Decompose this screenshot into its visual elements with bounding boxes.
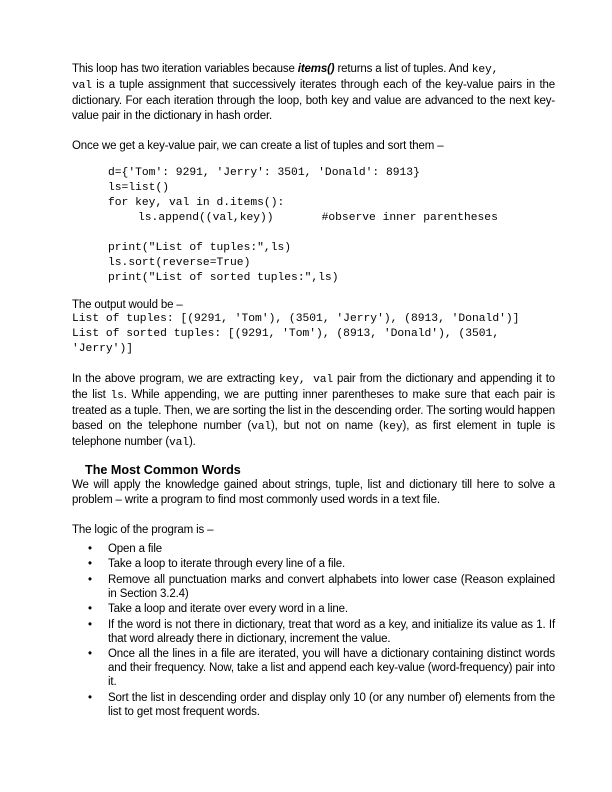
paragraph-create-list: Once we get a key-value pair, we can create a list of tuples and sort them – (72, 139, 444, 152)
code-line (108, 211, 555, 226)
list-item-text: Take a loop and iterate over every word in a line. (108, 603, 348, 616)
list-item-text: Take a loop to iterate through every line of a file. (108, 558, 346, 571)
output-line: List of tuples: [(9291, 'Tom'), (3501, 'Jerry'), (8913, 'Donald')] (72, 313, 520, 326)
list-item (72, 647, 555, 689)
code-line: print("List of tuples:",ls) (108, 241, 292, 254)
bullet-icon: • (88, 558, 92, 571)
bullet-icon: • (88, 573, 92, 586)
list-item-text: Open a file (108, 542, 162, 555)
bullet-icon: • (88, 691, 92, 704)
text: ), but not on name ( (270, 420, 383, 433)
list-item (72, 618, 555, 646)
code-val: val (251, 421, 271, 434)
code-line: for key, val in d.items(): (108, 196, 285, 209)
text: returns a list of tuples. And (334, 63, 472, 75)
section-intro: We will apply the knowledge gained about strings, tuple, list and dictionary till here to solve a problem – write a program to find most commonly used words in a text file. (72, 478, 555, 506)
text: is a tuple assignment that successively iterates through each of the key-value pairs in the dictionary. For each iteration through the loop, both key and value are advanced to the next key-value pair in the dictionary in hash order. (72, 78, 555, 122)
list-item-text: Once all the lines in a file are iterated, you will have a dictionary containing distinct words and their frequency. Now, take a list and append each key-value (word-frequency) pair into it. (108, 648, 555, 689)
list-item-text: If the word is not there in dictionary, treat that word as a key, and initialize its value as 1. If that word already there in dictionary, increment the value. (108, 618, 555, 645)
section-heading: The Most Common Words (85, 462, 241, 477)
list-item (72, 557, 555, 571)
paragraph-program-explanation (72, 372, 555, 451)
text: pair from the dictionary and appending it to the list (72, 373, 555, 402)
code-statement: ls.append((val,key)) (138, 211, 274, 224)
code-key-val: key, val (279, 374, 334, 387)
paragraph-items-explanation (72, 62, 555, 124)
document-page (72, 62, 555, 720)
list-item (72, 602, 555, 616)
code-line: print("List of sorted tuples:",ls) (108, 271, 339, 284)
bullet-icon: • (88, 648, 92, 661)
text: ), as first element in tuple is telephone number ( (72, 420, 555, 449)
text: In the above program, we are extracting (72, 373, 280, 386)
code-key: key (382, 421, 403, 434)
text: . While appending, we are putting inner parentheses to make sure that each pair is treated as a tuple. Then, we are sorting the list in the descending order. The sorting would happen based on the telephone number ( (72, 389, 555, 433)
text: This loop has two iteration variables because (72, 63, 298, 75)
list-item (72, 573, 555, 601)
list-item (72, 691, 555, 719)
code-line: ls.sort(reverse=True) (108, 256, 251, 269)
logic-intro: The logic of the program is – (72, 523, 214, 536)
code-block (108, 166, 555, 286)
list-item-text: Remove all punctuation marks and convert alphabets into lower case (Reason explained in Section 3.2.4) (108, 573, 555, 600)
bullet-icon: • (88, 603, 92, 616)
list-item-text: Sort the list in descending order and display only 10 (or any number of) elements from the list to get most frequent words. (108, 691, 555, 718)
logic-list (72, 542, 555, 719)
code-ls: ls (110, 390, 124, 403)
bullet-icon: • (88, 542, 92, 555)
list-item (72, 542, 555, 556)
code-key: key, (471, 64, 499, 76)
code-line: ls=list() (108, 181, 170, 194)
code-line: d={'Tom': 9291, 'Jerry': 3501, 'Donald': 8913} (108, 166, 420, 179)
bullet-icon: • (88, 618, 92, 631)
code-comment: #observe inner parentheses (321, 211, 498, 224)
code-val: val (72, 79, 92, 92)
text: ). (188, 436, 196, 449)
items-method: items() (297, 63, 335, 75)
output-intro: The output would be – (72, 298, 183, 311)
code-val: val (169, 437, 189, 450)
output-line: List of sorted tuples: [(9291, 'Tom'), (8913, 'Donald'), (3501, 'Jerry')] (72, 328, 500, 356)
